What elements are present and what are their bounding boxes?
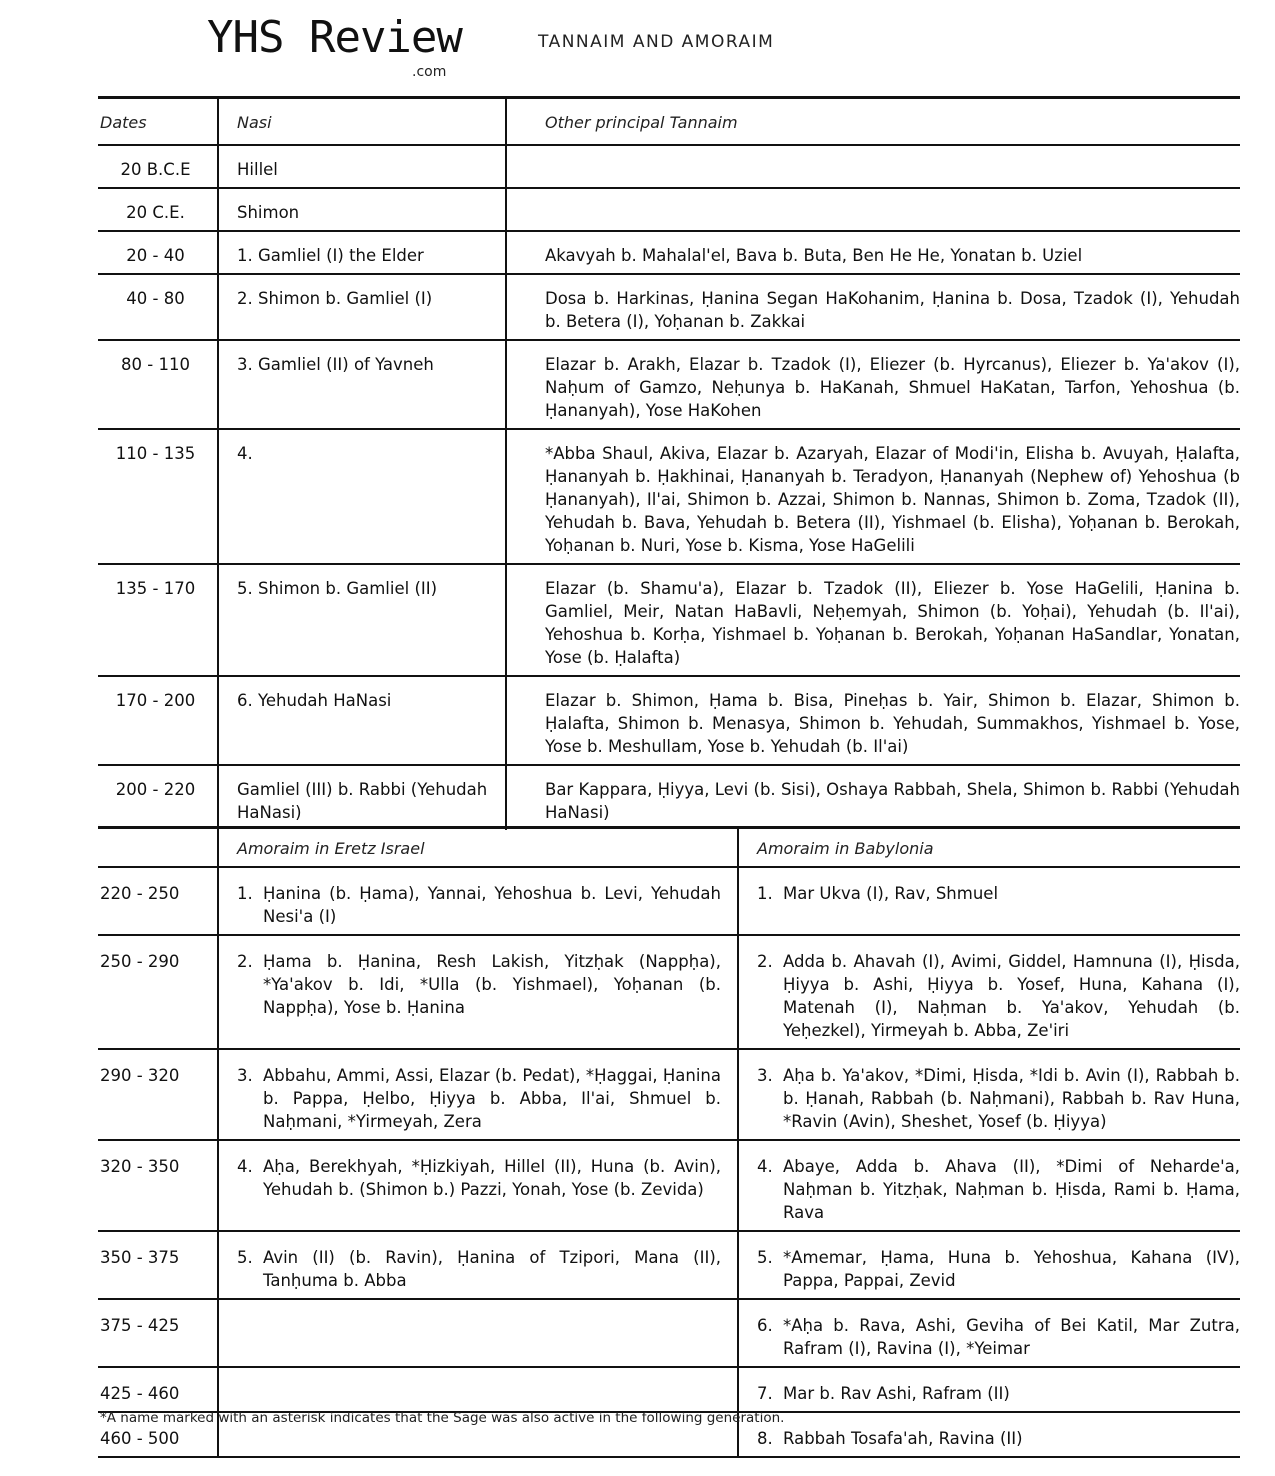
babylonia-names: Mar b. Rav Ashi, Rafram (II) bbox=[783, 1384, 1010, 1403]
babylonia-cell bbox=[738, 1299, 1240, 1367]
page-title: TANNAIM AND AMORAIM bbox=[538, 32, 775, 52]
dates-cell: 135 - 170 bbox=[115, 579, 196, 598]
generation-number: 6. bbox=[757, 1316, 773, 1335]
tannaim-row bbox=[98, 231, 1240, 274]
other-tannaim-cell: Akavyah b. Mahalal'el, Bava b. Buta, Ben He He, Yonatan b. Uziel bbox=[506, 231, 1240, 274]
babylonia-names: Abaye, Adda b. Ahava (II), *Dimi of Neharde'a, Naḥman b. Yitzḥak, Naḥman b. Ḥisda, Rami b. Ḥama, Rava bbox=[783, 1157, 1240, 1222]
eretz-israel-names: Aḥa, Berekhyah, *Ḥizkiyah, Hillel (II), Huna (b. Avin), Yehudah b. (Shimon b.) Pazzi, Yonah, Yose (b. Zevida) bbox=[263, 1157, 721, 1199]
generation-number: 3. bbox=[757, 1066, 773, 1085]
eretz-israel-cell bbox=[218, 1140, 738, 1231]
nasi-cell: Hillel bbox=[218, 145, 506, 188]
nasi-cell: Shimon bbox=[218, 188, 506, 231]
amoraim-table bbox=[98, 826, 1240, 1458]
dates-cell: 460 - 500 bbox=[100, 1429, 180, 1448]
tannaim-row bbox=[98, 274, 1240, 340]
other-tannaim-cell: Dosa b. Harkinas, Ḥanina Segan HaKohanim, Ḥanina b. Dosa, Tzadok (I), Yehudah b. Betera (I), Yoḥanan b. Zakkai bbox=[506, 274, 1240, 340]
eretz-israel-names: Avin (II) (b. Ravin), Ḥanina of Tzipori, Mana (II), Tanḥuma b. Abba bbox=[263, 1248, 721, 1290]
other-tannaim-cell: Elazar (b. Shamu'a), Elazar b. Tzadok (II), Eliezer b. Yose HaGelili, Ḥanina b. Gamliel, Meir, Natan HaBavli, Neḥemyah, Shimon (b. Yoḥai), Yehudah (b. Il'ai), Yehoshua b. Korḥa, Yishmael b. Yoḥanan b. Berokah, Yoḥanan HaSandlar, Yonatan, Yose (b. Ḥalafta) bbox=[506, 564, 1240, 676]
dates-cell: 20 B.C.E bbox=[120, 160, 191, 179]
generation-number: 8. bbox=[757, 1429, 773, 1448]
generation-number: 1. bbox=[237, 884, 253, 903]
dates-cell: 20 C.E. bbox=[126, 203, 185, 222]
nasi-cell: 2. Shimon b. Gamliel (I) bbox=[218, 274, 506, 340]
other-tannaim-cell: *Abba Shaul, Akiva, Elazar b. Azaryah, Elazar of Modi'in, Elisha b. Avuyah, Ḥalafta, Ḥananyah b. Ḥakhinai, Ḥananyah b. Teradyon, Ḥananyah (Nephew of) Yehoshua (b Ḥananyah), Il'ai, Shimon b. Azzai, Shimon b. Nannas, Shimon b. Zoma, Tzadok (II), Yehudah b. Bava, Yehudah b. Betera (II), Yishmael (b. Elisha), Yoḥanan b. Berokah, Yoḥanan b. Nuri, Yose b. Kisma, Yose HaGelili bbox=[506, 429, 1240, 564]
generation-number: 4. bbox=[237, 1157, 253, 1176]
amoraim-row bbox=[98, 1231, 1240, 1299]
site-logo: YHS Review bbox=[207, 12, 462, 63]
dates-cell: 170 - 200 bbox=[115, 691, 196, 710]
col-header-dates-blank bbox=[98, 828, 218, 868]
tannaim-row bbox=[98, 676, 1240, 765]
nasi-cell: 5. Shimon b. Gamliel (II) bbox=[218, 564, 506, 676]
babylonia-names: *Amemar, Ḥama, Huna b. Yehoshua, Kahana (IV), Pappa, Pappai, Zevid bbox=[783, 1248, 1240, 1290]
babylonia-cell bbox=[738, 1367, 1240, 1412]
generation-number: 1. bbox=[757, 884, 773, 903]
dates-cell: 425 - 460 bbox=[100, 1384, 180, 1403]
other-tannaim-cell: Bar Kappara, Ḥiyya, Levi (b. Sisi), Oshaya Rabbah, Shela, Shimon b. Rabbi (Yehudah HaNasi) bbox=[506, 765, 1240, 830]
babylonia-cell bbox=[738, 1140, 1240, 1231]
tannaim-row bbox=[98, 340, 1240, 429]
babylonia-cell bbox=[738, 1049, 1240, 1140]
nasi-cell: Gamliel (III) b. Rabbi (Yehudah HaNasi) bbox=[218, 765, 506, 830]
col-header-babylonia: Amoraim in Babylonia bbox=[738, 828, 1240, 868]
generation-number: 5. bbox=[237, 1248, 253, 1267]
amoraim-header-row bbox=[98, 828, 1240, 868]
babylonia-cell bbox=[738, 1412, 1240, 1457]
babylonia-cell bbox=[738, 935, 1240, 1049]
site-logo-domain: .com bbox=[412, 64, 447, 80]
tannaim-row bbox=[98, 188, 1240, 231]
col-header-nasi: Nasi bbox=[218, 98, 506, 146]
eretz-israel-cell bbox=[218, 935, 738, 1049]
babylonia-cell bbox=[738, 867, 1240, 935]
dates-cell: 80 - 110 bbox=[121, 355, 190, 374]
other-tannaim-cell: Elazar b. Arakh, Elazar b. Tzadok (I), Eliezer (b. Hyrcanus), Eliezer b. Ya'akov (I), Naḥum of Gamzo, Neḥunya b. HaKanah, Shmuel HaKatan, Tarfon, Yehoshua (b. Ḥananyah), Yose HaKohen bbox=[506, 340, 1240, 429]
nasi-cell: 3. Gamliel (II) of Yavneh bbox=[218, 340, 506, 429]
babylonia-names: Rabbah Tosafa'ah, Ravina (II) bbox=[783, 1429, 1023, 1448]
babylonia-names: Aḥa b. Ya'akov, *Dimi, Ḥisda, *Idi b. Avin (I), Rabbah b. b. Ḥanah, Rabbah (b. Naḥmani), Rabbah b. Rav Huna, *Ravin (Avin), Sheshet, Yosef (b. Ḥiyya) bbox=[783, 1066, 1240, 1131]
dates-cell: 320 - 350 bbox=[100, 1157, 180, 1176]
eretz-israel-cell bbox=[218, 1367, 738, 1412]
col-header-other-tannaim: Other principal Tannaim bbox=[506, 98, 1240, 146]
dates-cell: 290 - 320 bbox=[100, 1066, 180, 1085]
amoraim-row bbox=[98, 1299, 1240, 1367]
generation-number: 4. bbox=[757, 1157, 773, 1176]
tannaim-header-row bbox=[98, 98, 1240, 146]
eretz-israel-cell bbox=[218, 1299, 738, 1367]
dates-cell: 40 - 80 bbox=[126, 289, 185, 308]
eretz-israel-names: Abbahu, Ammi, Assi, Elazar (b. Pedat), *Ḥaggai, Ḥanina b. Pappa, Ḥelbo, Ḥiyya b. Abba, Il'ai, Shmuel b. Naḥmani, *Yirmeyah, Zera bbox=[263, 1066, 721, 1131]
dates-cell: 350 - 375 bbox=[100, 1248, 180, 1267]
amoraim-row bbox=[98, 935, 1240, 1049]
generation-number: 2. bbox=[757, 952, 773, 971]
amoraim-row bbox=[98, 1367, 1240, 1412]
nasi-cell: 4. bbox=[218, 429, 506, 564]
generation-number: 2. bbox=[237, 952, 253, 971]
eretz-israel-names: Ḥama b. Ḥanina, Resh Lakish, Yitzḥak (Nappḥa), *Ya'akov b. Idi, *Ulla (b. Yishmael), Yoḥanan (b. Nappḥa), Yose b. Ḥanina bbox=[263, 952, 721, 1017]
tannaim-row bbox=[98, 429, 1240, 564]
babylonia-names: *Aḥa b. Rava, Ashi, Geviha of Bei Katil, Mar Zutra, Rafram (I), Ravina (I), *Yeimar bbox=[783, 1316, 1240, 1358]
babylonia-cell bbox=[738, 1231, 1240, 1299]
generation-number: 3. bbox=[237, 1066, 253, 1085]
amoraim-row bbox=[98, 1140, 1240, 1231]
babylonia-names: Adda b. Ahavah (I), Avimi, Giddel, Hamnuna (I), Ḥisda, Ḥiyya b. Ashi, Ḥiyya b. Yosef, Huna, Kahana (I), Matenah (I), Naḥman b. Ya'akov, Yehudah (b. Yeḥezkel), Yirmeyah b. Abba, Ze'iri bbox=[783, 952, 1240, 1040]
generation-number: 7. bbox=[757, 1384, 773, 1403]
footnote: *A name marked with an asterisk indicates that the Sage was also active in the following generation. bbox=[100, 1410, 785, 1426]
eretz-israel-cell bbox=[218, 1231, 738, 1299]
nasi-cell: 1. Gamliel (I) the Elder bbox=[218, 231, 506, 274]
dates-cell: 220 - 250 bbox=[100, 884, 180, 903]
eretz-israel-cell bbox=[218, 867, 738, 935]
col-header-eretz-israel: Amoraim in Eretz Israel bbox=[218, 828, 738, 868]
tannaim-row bbox=[98, 765, 1240, 830]
col-header-dates: Dates bbox=[100, 113, 147, 132]
amoraim-row bbox=[98, 867, 1240, 935]
tannaim-row bbox=[98, 145, 1240, 188]
eretz-israel-cell bbox=[218, 1049, 738, 1140]
dates-cell: 200 - 220 bbox=[115, 780, 196, 799]
nasi-cell: 6. Yehudah HaNasi bbox=[218, 676, 506, 765]
amoraim-row bbox=[98, 1049, 1240, 1140]
tannaim-row bbox=[98, 564, 1240, 676]
other-tannaim-cell bbox=[506, 188, 1240, 231]
generation-number: 5. bbox=[757, 1248, 773, 1267]
eretz-israel-names: Ḥanina (b. Ḥama), Yannai, Yehoshua b. Levi, Yehudah Nesi'a (I) bbox=[263, 884, 721, 926]
dates-cell: 110 - 135 bbox=[115, 444, 196, 463]
babylonia-names: Mar Ukva (I), Rav, Shmuel bbox=[783, 884, 999, 903]
dates-cell: 20 - 40 bbox=[126, 246, 185, 265]
dates-cell: 375 - 425 bbox=[100, 1316, 180, 1335]
dates-cell: 250 - 290 bbox=[100, 952, 180, 971]
tannaim-table bbox=[98, 96, 1240, 830]
other-tannaim-cell bbox=[506, 145, 1240, 188]
other-tannaim-cell: Elazar b. Shimon, Ḥama b. Bisa, Pineḥas b. Yair, Shimon b. Elazar, Shimon b. Ḥalafta, Shimon b. Menasya, Shimon b. Yehudah, Summakhos, Yishmael b. Yose, Yose b. Meshullam, Yose b. Yehudah (b. Il'ai) bbox=[506, 676, 1240, 765]
